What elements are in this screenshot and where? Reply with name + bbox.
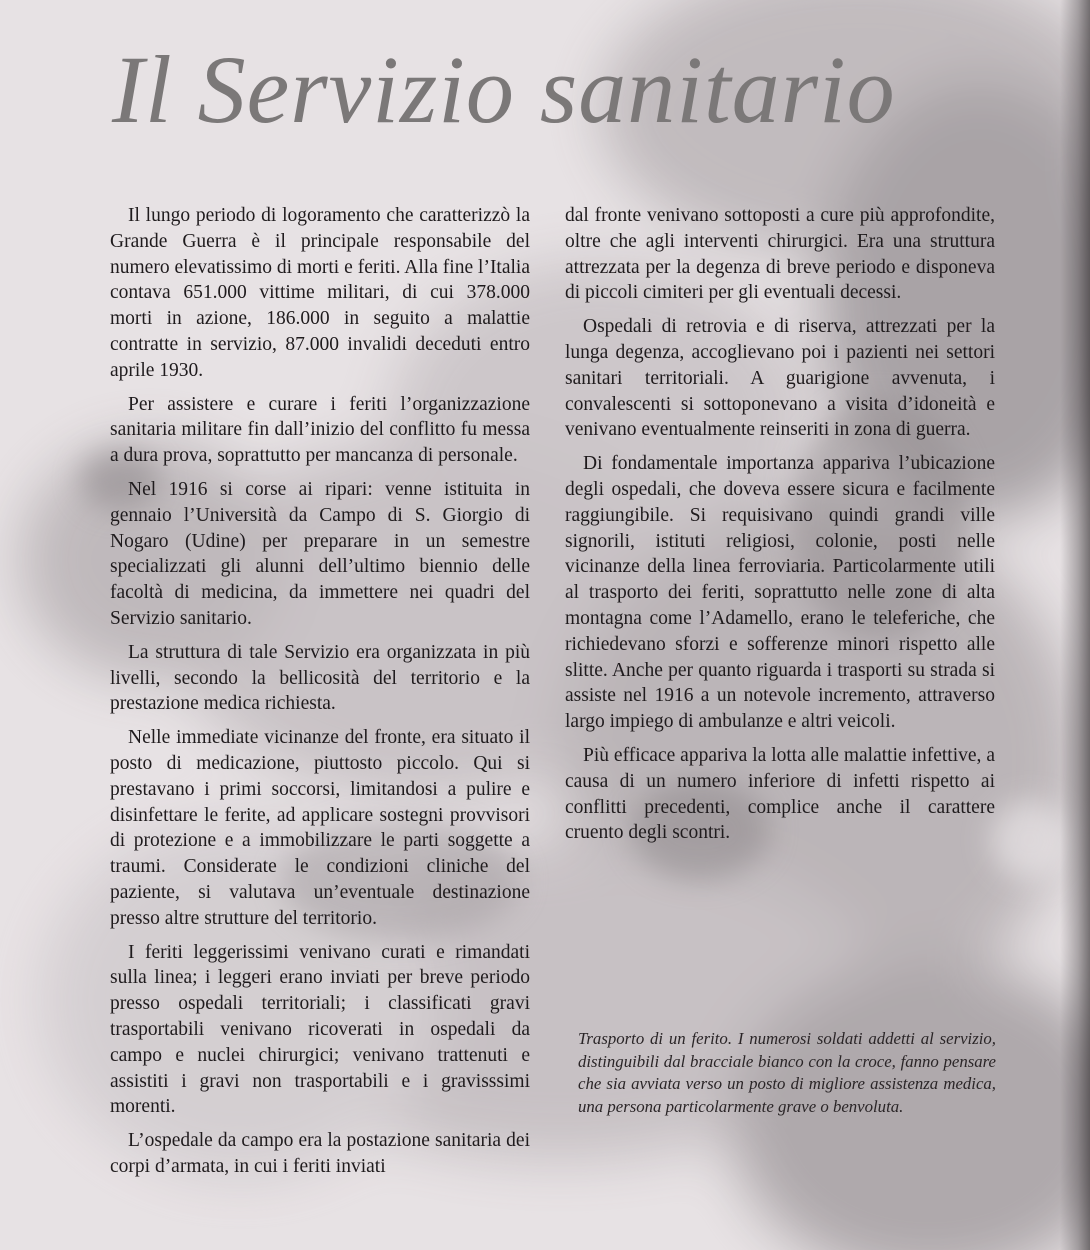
paragraph: Più efficace appariva la lotta alle malattie infettive, a causa di un numero inferiore di infetti rispetto ai conflitti precedenti, complice anche il carattere cruento degli scontri. bbox=[565, 744, 995, 844]
paragraph: La struttura di tale Servizio era organizzata in più livelli, secondo la bellicosità del territorio e la prestazione medica richiesta. bbox=[110, 641, 530, 715]
right-text-column bbox=[565, 203, 995, 854]
paragraph: dal fronte venivano sottoposti a cure più approfondite, oltre che agli interventi chirurgici. Era una struttura attrezzata per la degenza di breve periodo e disponeva di piccoli cimiteri per gli eventuali decessi. bbox=[565, 205, 995, 304]
paragraph: Il lungo periodo di logoramento che caratterizzò la Grande Guerra è il principale responsabile del numero elevatissimo di morti e feriti. Alla fine l’Italia contava 651.000 vittime militari, di cui 378.000 morti in azione, 186.000 in seguito a malattie contratte in servizio, 87.000 invalidi deceduti entro aprile 1930. bbox=[110, 205, 530, 381]
page-title: Il Servizio sanitario bbox=[112, 36, 896, 143]
paragraph: L’ospedale da campo era la postazione sanitaria dei corpi d’armata, in cui i feriti inviati bbox=[110, 1130, 530, 1177]
paragraph: Nelle immediate vicinanze del fronte, era situato il posto di medicazione, piuttosto piccolo. Qui si prestavano i primi soccorsi, limitandosi a pulire e disinfettare le ferite, ad applicare sostegni provvisori di protezione e a immobilizzare le parti soggette a traumi. Considerate le condizioni cliniche del paziente, si valutava un’eventuale destinazione presso altre strutture del territorio. bbox=[110, 727, 530, 929]
paragraph: Ospedali di retrovia e di riserva, attrezzati per la lunga degenza, accoglievano poi i pazienti nei settori sanitari territoriali. A guarigione avvenuta, i convalescenti si sottoponevano a visita d’idoneità e venivano eventualmente reinseriti in zona di guerra. bbox=[565, 316, 995, 441]
left-text-column bbox=[110, 203, 530, 1188]
page-spine-shadow bbox=[1060, 0, 1090, 1250]
paragraph: I feriti leggerissimi venivano curati e rimandati sulla linea; i leggeri erano inviati per breve periodo presso ospedali territoriali; i classificati gravi trasportabili venivano ricoverati in ospedali da campo e nuclei chirurgici; venivano trattenuti e assistiti i gravi non trasportabili e i gravisssimi morenti. bbox=[110, 941, 530, 1118]
paragraph: Nel 1916 si corse ai ripari: venne istituita in gennaio l’Università da Campo di S. Giorgio di Nogaro (Udine) per preparare in un semestre specializzati gli alunni dell’ultimo biennio delle facoltà di medicina, da immettere nei quadri del Servizio sanitario. bbox=[110, 478, 530, 629]
photo-caption: Trasporto di un ferito. I numerosi soldati addetti al servizio, distinguibili dal bracciale bianco con la croce, fanno pensare che sia avviata verso un posto di migliore assistenza medica, una persona particolarmente grave o benvoluta. bbox=[578, 1029, 996, 1116]
paragraph: Per assistere e curare i feriti l’organizzazione sanitaria militare fin dall’inizio del conflitto fu messa a dura prova, soprattutto per mancanza di personale. bbox=[110, 393, 530, 467]
paragraph: Di fondamentale importanza appariva l’ubicazione degli ospedali, che doveva essere sicura e facilmente raggiungibile. Si requisivano quindi grandi ville signorili, istituti religiosi, colonie, posti nelle vicinanze della linea ferroviaria. Particolarmente utili al trasporto dei feriti, soprattutto nelle zone di alta montagna come l’Adamello, erano le teleferiche, che richiedevano sforzi e sofferenze minori rispetto alle slitte. Anche per quanto riguarda i trasporti su strada si assiste nel 1916 a un notevole incremento, attraverso largo impiego di ambulanze e altri veicoli. bbox=[565, 453, 995, 733]
